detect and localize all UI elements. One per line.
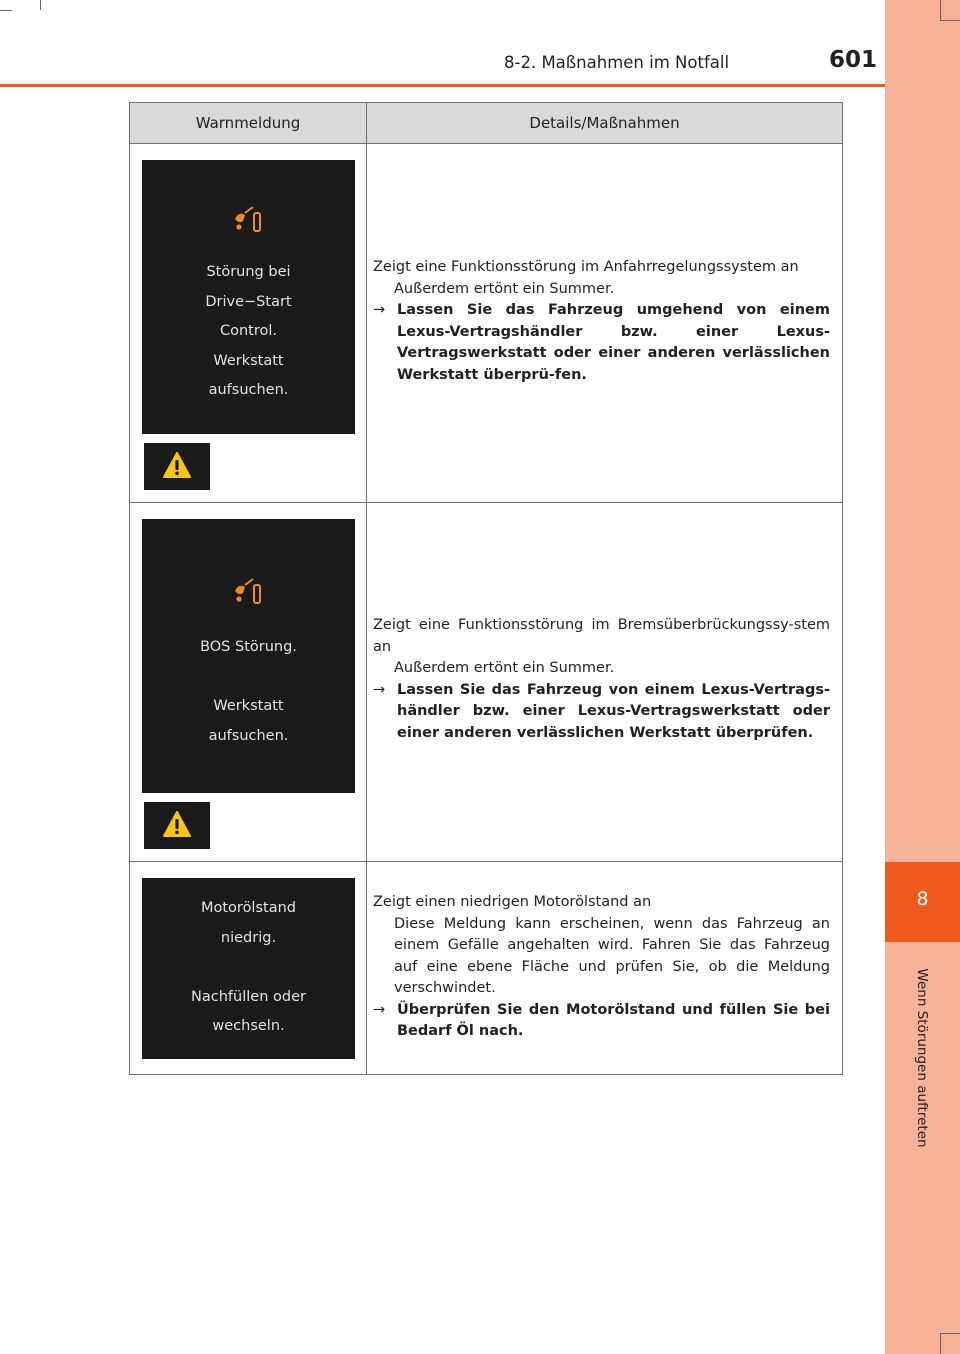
crop-mark [940, 1333, 960, 1334]
screen-line: Störung bei [206, 264, 291, 280]
screen-line: Werkstatt [213, 352, 284, 369]
crop-mark [940, 1334, 941, 1354]
action-instruction [373, 300, 830, 386]
crop-mark [940, 0, 941, 20]
warning-image-cell [130, 144, 367, 503]
header-rule [0, 84, 885, 87]
arrow-right-icon: → [373, 681, 386, 698]
action-text: Überprüfen Sie den Motorölstand und füllen Sie bei Bedarf Öl nach. [397, 1001, 830, 1039]
warning-image-cell [130, 503, 367, 862]
screen-line-blank [142, 663, 355, 693]
warning-triangle-icon [163, 452, 191, 478]
display-screen [142, 878, 355, 1059]
section-title: 8-2. Maßnahmen im Notfall [504, 53, 730, 72]
details-cell [367, 503, 843, 862]
warning-indicator [144, 802, 210, 849]
screen-line: wechseln. [212, 1018, 285, 1034]
screen-line: aufsuchen. [208, 727, 289, 744]
screen-line: BOS Störung. [200, 639, 297, 655]
chapter-number: 8 [916, 888, 929, 910]
table-row [130, 862, 843, 1075]
arrow-right-icon: → [373, 302, 386, 318]
foot-on-pedal-icon [142, 205, 355, 243]
description: Zeigt eine Funktionsstörung im Anfahrregelungssystem an [373, 259, 799, 275]
screen-line: Motorölstand [200, 900, 296, 916]
details-cell [367, 144, 843, 503]
display-screen [142, 160, 355, 434]
note: Diese Meldung kann erscheinen, wenn das Fahrzeug an einem Gefälle angehalten wird. Fahren Sie das Fahrzeug auf eine ebene Fläche und prüfen Sie, ob die Meldung verschwindet. [394, 915, 830, 996]
crop-mark [40, 0, 41, 10]
screen-line: Control. [219, 323, 278, 339]
screen-line-blank [142, 953, 355, 983]
warning-message-table [129, 102, 843, 1075]
screen-line: Drive−Start [205, 293, 292, 310]
details-cell [367, 862, 843, 1075]
warning-triangle-icon [163, 811, 191, 837]
warning-image-cell [130, 862, 367, 1075]
note: Außerdem ertönt ein Summer. [394, 660, 615, 676]
description: Zeigt einen niedrigen Motorölstand an [373, 894, 652, 910]
table-row [130, 144, 843, 503]
foot-on-pedal-icon [142, 577, 355, 615]
column-header-details: Details/Maßnahmen [367, 103, 843, 144]
table-row [130, 503, 843, 862]
action-text: Lassen Sie das Fahrzeug von einem Lexus-Vertrags-händler bzw. einer Lexus-Vertragswerkstatt oder einer anderen verlässlichen Werkstatt überprüfen. [397, 681, 830, 741]
arrow-right-icon: → [373, 1001, 386, 1018]
display-screen [142, 519, 355, 793]
note: Außerdem ertönt ein Summer. [394, 280, 615, 297]
table-header-row [130, 103, 843, 144]
chapter-title: Wenn Störungen auftreten [914, 968, 930, 1148]
screen-line: aufsuchen. [208, 382, 289, 398]
page-number: 601 [829, 47, 878, 73]
column-header-warnmeldung: Warnmeldung [130, 103, 367, 144]
screen-line: niedrig. [220, 929, 277, 946]
chapter-tab [885, 862, 960, 942]
action-instruction [373, 1000, 830, 1043]
crop-mark [0, 10, 12, 11]
warning-indicator [144, 443, 210, 490]
chapter-sidebar [885, 0, 960, 1354]
screen-line: Nachfüllen oder [191, 988, 306, 1005]
description: Zeigt eine Funktionsstörung im Bremsüberbrückungssy-stem an [373, 617, 830, 655]
action-text: Lassen Sie das Fahrzeug umgehend von einem Lexus-Vertragshändler bzw. einer Lexus-Vertragswerkstatt oder einer anderen verlässlichen Werkstatt überprü-fen. [397, 302, 830, 383]
action-instruction [373, 680, 830, 745]
screen-line: Werkstatt [213, 698, 284, 714]
crop-mark [940, 20, 960, 21]
